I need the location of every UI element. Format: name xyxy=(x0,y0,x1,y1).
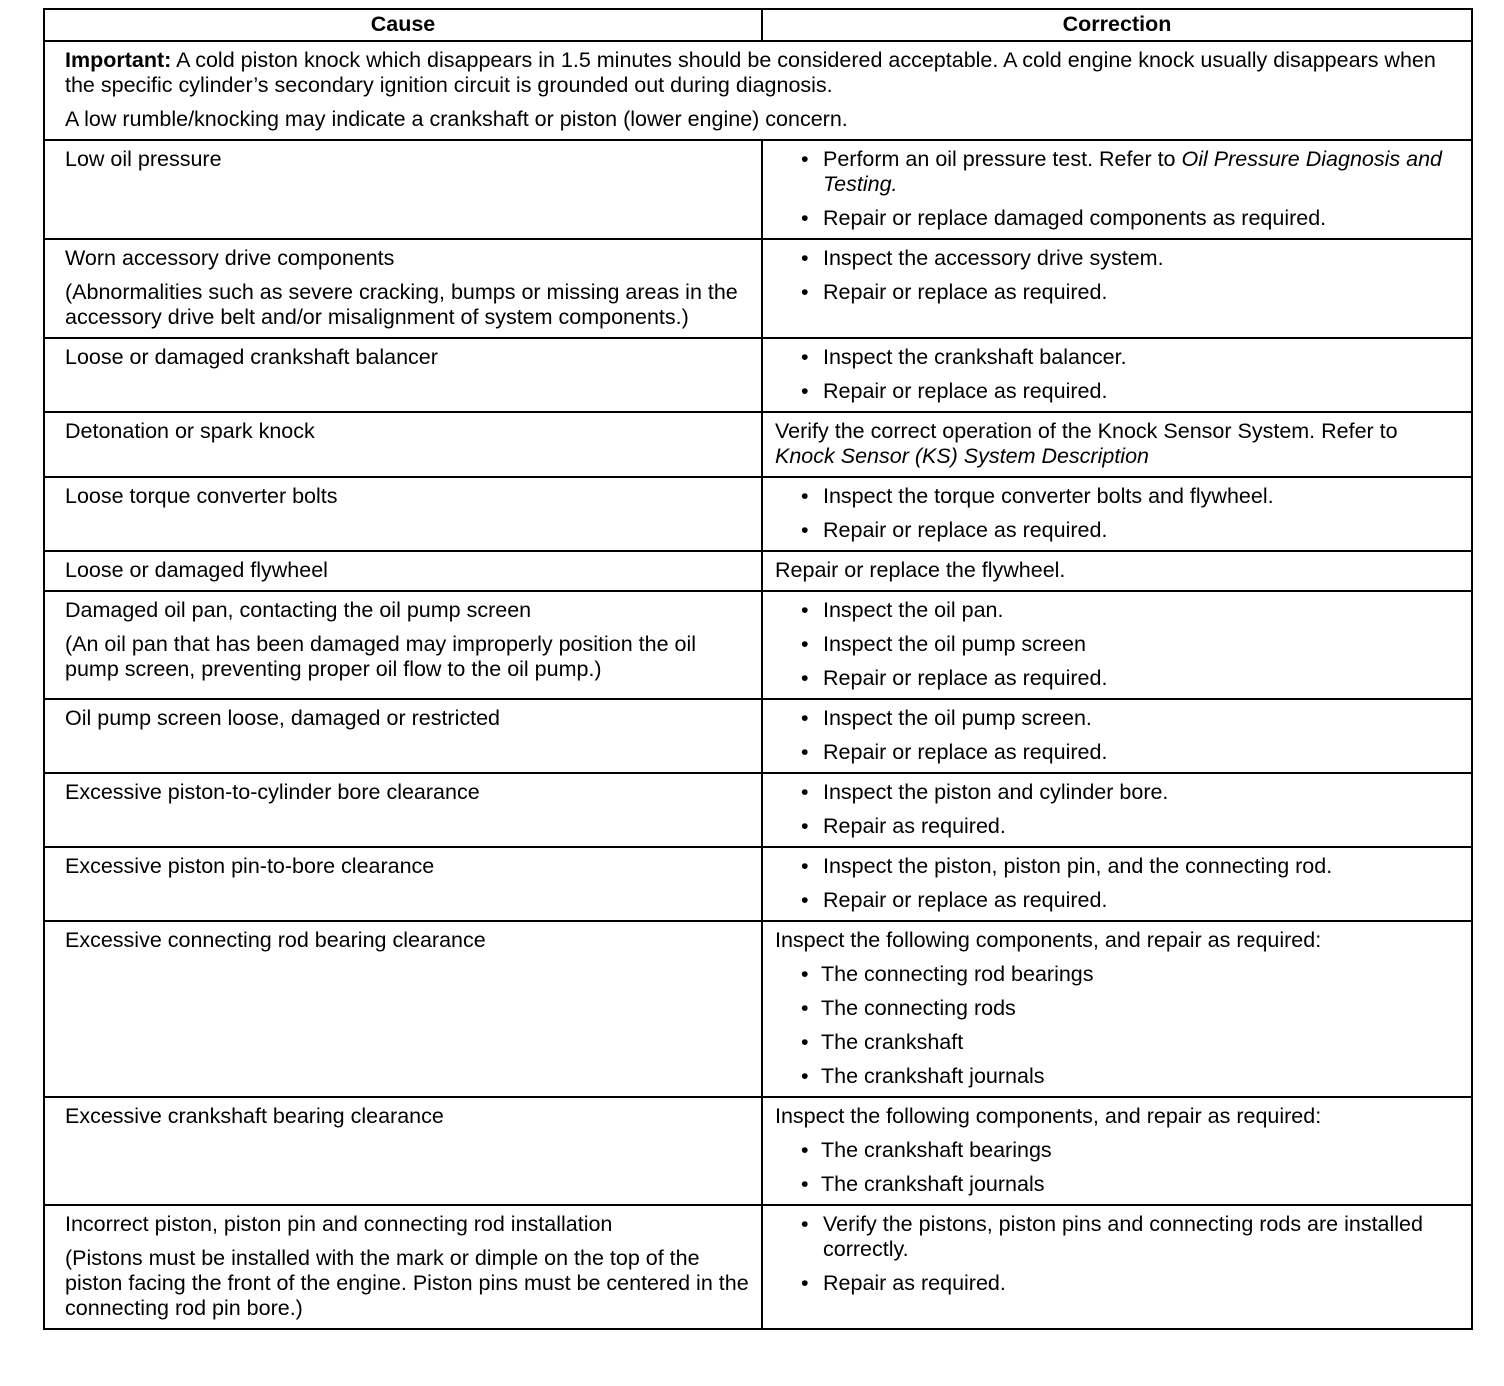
correction-item-text: Inspect the oil pump screen xyxy=(823,632,1086,656)
cause-text: Damaged oil pan, contacting the oil pump screen xyxy=(65,598,532,622)
correction-intro-text: Inspect the following components, and repair as required: xyxy=(775,928,1322,952)
correction-item xyxy=(775,888,1461,913)
cause-cell xyxy=(44,140,762,239)
correction-item-text: Verify the pistons, piston pins and connecting rods are installed correctly. xyxy=(823,1212,1423,1261)
table-row xyxy=(44,1097,1472,1205)
important-note xyxy=(65,48,1461,98)
bullet-icon: • xyxy=(801,246,809,270)
cause-text: Loose or damaged crankshaft balancer xyxy=(65,345,438,369)
correction-cell xyxy=(762,412,1472,477)
correction-item xyxy=(775,740,1461,765)
cause-text: Detonation or spark knock xyxy=(65,419,315,443)
correction-list xyxy=(775,1138,1461,1197)
correction-item-text: The crankshaft journals xyxy=(821,1172,1045,1196)
correction-list xyxy=(775,962,1461,1089)
table-header-row xyxy=(44,9,1472,41)
correction-item-text: Repair as required. xyxy=(823,814,1006,838)
cause-cell xyxy=(44,477,762,551)
bullet-icon: • xyxy=(801,518,809,542)
correction-item-text: Inspect the piston, piston pin, and the connecting rod. xyxy=(823,854,1333,878)
correction-item xyxy=(775,632,1461,657)
correction-item-text: Inspect the oil pan. xyxy=(823,598,1004,622)
correction-item xyxy=(775,854,1461,879)
cause-text: Excessive crankshaft bearing clearance xyxy=(65,1104,444,1128)
table-row xyxy=(44,140,1472,239)
bullet-icon: • xyxy=(801,1138,809,1162)
correction-item-text: Inspect the torque converter bolts and flywheel. xyxy=(823,484,1274,508)
cause-text: Excessive piston-to-cylinder bore clearance xyxy=(65,780,480,804)
correction-intro xyxy=(775,558,1461,583)
correction-intro xyxy=(775,1104,1461,1129)
correction-item xyxy=(775,962,1461,987)
procedure-reference: Oil Pressure Diagnosis and Testing. xyxy=(823,147,1442,196)
bullet-icon: • xyxy=(801,706,809,730)
correction-item-text: Repair or replace as required. xyxy=(823,379,1108,403)
cause-text: Loose or damaged flywheel xyxy=(65,558,328,582)
cause-cell xyxy=(44,412,762,477)
correction-intro-text: Verify the correct operation of the Knock Sensor System. Refer to xyxy=(775,419,1398,443)
table-row xyxy=(44,477,1472,551)
table-row xyxy=(44,551,1472,591)
correction-item xyxy=(775,706,1461,731)
correction-list xyxy=(775,598,1461,691)
cause-cell xyxy=(44,847,762,921)
bullet-icon: • xyxy=(801,666,809,690)
correction-list xyxy=(775,345,1461,404)
correction-item-text: Perform an oil pressure test. Refer to xyxy=(823,147,1182,171)
cause-text: Low oil pressure xyxy=(65,147,222,171)
correction-item-text: Inspect the oil pump screen. xyxy=(823,706,1092,730)
correction-item xyxy=(775,996,1461,1021)
correction-item xyxy=(775,379,1461,404)
correction-item xyxy=(775,598,1461,623)
important-text: A cold piston knock which disappears in 1.5 minutes should be considered acceptable. A cold engine knock usually disappears when the specific cylinder’s secondary ignition circuit is grounded out during diagnosis. xyxy=(65,48,1436,97)
bullet-icon: • xyxy=(801,962,809,986)
bullet-icon: • xyxy=(801,740,809,764)
correction-item xyxy=(775,280,1461,305)
bullet-icon: • xyxy=(801,206,809,230)
correction-item-text: Repair or replace as required. xyxy=(823,888,1108,912)
bullet-icon: • xyxy=(801,996,809,1020)
procedure-reference: Knock Sensor (KS) System Description xyxy=(775,444,1149,468)
correction-list xyxy=(775,147,1461,231)
cause-cell xyxy=(44,921,762,1097)
engine-knock-diagnosis-table xyxy=(43,8,1473,1330)
correction-list xyxy=(775,854,1461,913)
correction-item-text: Inspect the accessory drive system. xyxy=(823,246,1164,270)
cause-cell xyxy=(44,1205,762,1329)
correction-cell xyxy=(762,591,1472,699)
cause-cell xyxy=(44,239,762,338)
correction-intro-text: Repair or replace the flywheel. xyxy=(775,558,1066,582)
correction-item xyxy=(775,345,1461,370)
correction-item xyxy=(775,246,1461,271)
cause-text: Excessive piston pin-to-bore clearance xyxy=(65,854,435,878)
table-row xyxy=(44,1205,1472,1329)
table-row xyxy=(44,773,1472,847)
correction-list xyxy=(775,706,1461,765)
table-row xyxy=(44,338,1472,412)
correction-item-text: The crankshaft xyxy=(821,1030,964,1054)
correction-intro-text: Inspect the following components, and repair as required: xyxy=(775,1104,1322,1128)
cause-cell xyxy=(44,591,762,699)
cause-note: (Pistons must be installed with the mark or dimple on the top of the piston facing the front of the engine. Piston pins must be centered in the connecting rod pin bore.) xyxy=(65,1246,749,1320)
correction-item xyxy=(775,780,1461,805)
correction-item-text: Repair or replace as required. xyxy=(823,666,1108,690)
bullet-icon: • xyxy=(801,888,809,912)
correction-item-text: The connecting rods xyxy=(821,996,1016,1020)
table-row xyxy=(44,847,1472,921)
cause-cell xyxy=(44,1097,762,1205)
correction-item xyxy=(775,1064,1461,1089)
correction-item-text: Inspect the crankshaft balancer. xyxy=(823,345,1127,369)
cause-cell xyxy=(44,699,762,773)
bullet-icon: • xyxy=(801,147,809,171)
bullet-icon: • xyxy=(801,280,809,304)
correction-cell xyxy=(762,239,1472,338)
bullet-icon: • xyxy=(801,814,809,838)
cause-note: (Abnormalities such as severe cracking, bumps or missing areas in the accessory drive belt and/or misalignment of system components.) xyxy=(65,280,738,329)
important-note-row xyxy=(44,41,1472,140)
correction-cell xyxy=(762,338,1472,412)
correction-item xyxy=(775,206,1461,231)
correction-cell xyxy=(762,551,1472,591)
bullet-icon: • xyxy=(801,379,809,403)
table-row xyxy=(44,921,1472,1097)
correction-item-text: Repair or replace as required. xyxy=(823,280,1108,304)
correction-item xyxy=(775,518,1461,543)
important-label: Important: xyxy=(65,48,172,72)
table-row xyxy=(44,591,1472,699)
table-row xyxy=(44,412,1472,477)
correction-cell xyxy=(762,921,1472,1097)
cause-cell xyxy=(44,773,762,847)
correction-item-text: Inspect the piston and cylinder bore. xyxy=(823,780,1169,804)
table-row xyxy=(44,699,1472,773)
bullet-icon: • xyxy=(801,345,809,369)
correction-cell xyxy=(762,477,1472,551)
correction-list xyxy=(775,1212,1461,1296)
bullet-icon: • xyxy=(801,1271,809,1295)
correction-item-text: Repair or replace as required. xyxy=(823,518,1108,542)
correction-item-text: Repair or replace as required. xyxy=(823,740,1108,764)
correction-item-text: Repair or replace damaged components as required. xyxy=(823,206,1327,230)
correction-item xyxy=(775,1212,1461,1262)
correction-item xyxy=(775,1271,1461,1296)
correction-list xyxy=(775,246,1461,305)
correction-item-text: The crankshaft bearings xyxy=(821,1138,1052,1162)
correction-item xyxy=(775,814,1461,839)
correction-item xyxy=(775,1030,1461,1055)
important-note-cell xyxy=(44,41,1472,140)
bullet-icon: • xyxy=(801,780,809,804)
cause-cell xyxy=(44,551,762,591)
correction-item-text: Repair as required. xyxy=(823,1271,1006,1295)
correction-list xyxy=(775,780,1461,839)
bullet-icon: • xyxy=(801,632,809,656)
correction-cell xyxy=(762,699,1472,773)
bullet-icon: • xyxy=(801,854,809,878)
cause-cell xyxy=(44,338,762,412)
cause-note: (An oil pan that has been damaged may improperly position the oil pump screen, preventing proper oil flow to the oil pump.) xyxy=(65,632,697,681)
correction-cell xyxy=(762,1097,1472,1205)
bullet-icon: • xyxy=(801,598,809,622)
important-secondary-note: A low rumble/knocking may indicate a crankshaft or piston (lower engine) concern. xyxy=(65,107,848,131)
correction-item xyxy=(775,666,1461,691)
correction-item xyxy=(775,484,1461,509)
correction-intro xyxy=(775,928,1461,953)
correction-list xyxy=(775,484,1461,543)
bullet-icon: • xyxy=(801,1172,809,1196)
correction-cell xyxy=(762,1205,1472,1329)
correction-cell xyxy=(762,140,1472,239)
diagnosis-table-container xyxy=(43,8,1471,1330)
cause-text: Excessive connecting rod bearing clearance xyxy=(65,928,486,952)
cause-text: Worn accessory drive components xyxy=(65,246,395,270)
correction-item xyxy=(775,1138,1461,1163)
correction-item-text: The crankshaft journals xyxy=(821,1064,1045,1088)
cause-column-header: Cause xyxy=(44,9,762,41)
correction-column-header: Correction xyxy=(762,9,1472,41)
correction-item xyxy=(775,1172,1461,1197)
cause-text: Incorrect piston, piston pin and connecting rod installation xyxy=(65,1212,613,1236)
bullet-icon: • xyxy=(801,484,809,508)
bullet-icon: • xyxy=(801,1030,809,1054)
cause-text: Oil pump screen loose, damaged or restricted xyxy=(65,706,500,730)
correction-cell xyxy=(762,847,1472,921)
correction-item xyxy=(775,147,1461,197)
cause-text: Loose torque converter bolts xyxy=(65,484,338,508)
table-row xyxy=(44,239,1472,338)
correction-cell xyxy=(762,773,1472,847)
correction-item-text: The connecting rod bearings xyxy=(821,962,1094,986)
bullet-icon: • xyxy=(801,1064,809,1088)
correction-intro xyxy=(775,419,1461,469)
bullet-icon: • xyxy=(801,1212,809,1236)
